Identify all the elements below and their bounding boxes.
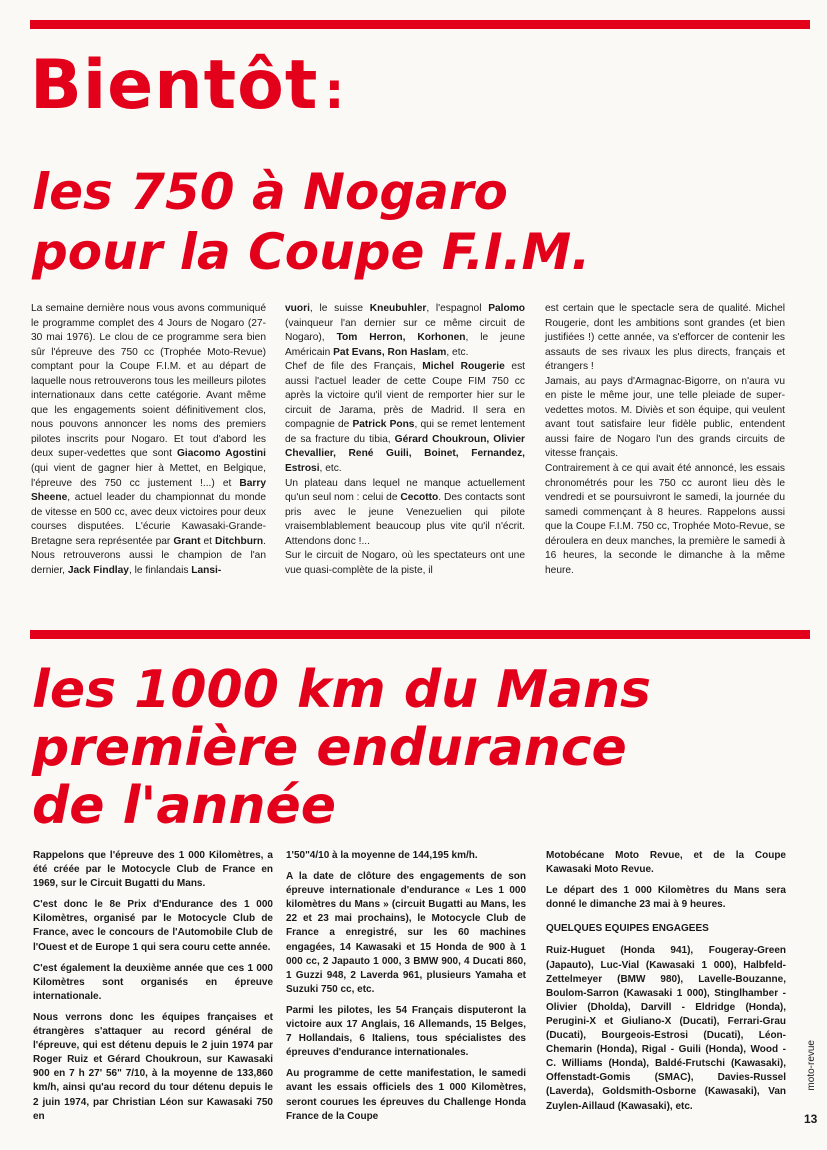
headline-mans-line1: les 1000 km du Mans bbox=[32, 660, 651, 720]
text-run: est aussi l'actuel leader de cette Coupe FIM 750 cc après la victoire qu'il vient de remporter hier sur le circuit de Jarama, près de Madrid. Il sera en compagnie de bbox=[285, 361, 525, 431]
text-run: , le finlandais bbox=[128, 564, 192, 576]
bold-name: Pat Evans, Ron Haslam bbox=[333, 346, 447, 358]
article-mans-col1 bbox=[33, 849, 273, 1131]
paragraph: Nous verrons donc les équipes françaises et étrangères s'attaquer au record général de l'épreuve, qui est détenu depuis le 2 juin 1974 par Roger Ruiz et Gérard Choukroun, sur Kawasaki 900 en 7 h 27' 56" 7/10, à la moyenne de 133,860 km/h, ainsi qu'au record du tour détenu depuis le 2 juin 1974, par Christian Léon sur Kawasaki 750 en bbox=[33, 1011, 273, 1122]
paragraph: A la date de clôture des engagements de son épreuve internationale d'endurance « Les 1 000 kilomètres du Mans » (circuit Bugatti au Mans, les 22 et 23 mai prochains), le Motocycle Club de France a enregistré, sur les 60 machines engagées, 14 Kawasaki et 15 Honda de 900 à 1 000 cc, 2 Japauto 1 000, 3 BMW 900, 4 Ducati 860, 1 Guzzi 948, 2 Laverda 961, plusieurs Yamaha et Suzuki 750 cc, etc. bbox=[286, 871, 526, 995]
bold-name: Kneubuhler bbox=[369, 303, 427, 314]
article-nogaro-col1 bbox=[31, 302, 266, 578]
paragraph: Au programme de cette manifestation, le samedi avant les essais officiels des 1 000 Kilomètres, seront courues les épreuves du Challenge Honda France de la Coupe bbox=[286, 1068, 526, 1122]
bold-name: Gérard Choukroun, Olivier Chevallier, René Guili, Boinet, Fernandez, Estrosi bbox=[285, 433, 525, 475]
text-run: La semaine dernière nous vous avons communiqué le programme complet des 4 Jours de Nogaro (27-30 mai 1976). Le clou de ce programme sera bien sûr l'épreuve des 750 cc (Trophée Moto-Revue) comptant pour la Coupe F.I.M. et au départ de laquelle nous retrouverons tous les meilleurs pilotes internationaux dans cette catégorie. Avant même que les engagements soient définitivement clos, nous pouvons annoncer les noms des premiers pilotes inscrits pour Nogaro. Et tout d'abord les deux super-vedettes que sont bbox=[31, 303, 266, 460]
text-run: , actuel leader du championnat du monde de vitesse en 500 cc, avec deux victoires pour deux courses disputées. L'écurie Kawasaki-Grande-Bretagne sera représentée par bbox=[31, 492, 266, 547]
bold-name: vuori bbox=[285, 303, 310, 314]
page-number: 13 bbox=[804, 1112, 818, 1126]
paragraph: Parmi les pilotes, les 54 Français disputeront la victoire aux 17 Anglais, 16 Allemands, 15 Belges, 7 Hollandais, 6 Italiens, tous spécialistes des épreuves d'endurance internationales. bbox=[286, 1004, 526, 1059]
top-red-rule bbox=[30, 20, 810, 29]
page-title-text: Bientôt bbox=[30, 46, 319, 125]
paragraph: C'est donc le 8e Prix d'Endurance des 1 000 Kilomètres, organisé par le Motocycle Club de France, avec le concours de l'Automobile Club de l'Ouest et de Europe 1 qui sera couru cette année. bbox=[33, 899, 273, 953]
text-run: Contrairement à ce qui avait été annoncé, les essais chronométrés pour les 750 cc auront lieu dès le vendredi et se poursuivront le samedi, la journée du samedi commençant à 8 heures. Rappelons aussi que la Coupe F.I.M. 750 cc, Trophée Moto-Revue, se déroulera en deux manches, la première le samedi à 16 heures, la seconde le dimanche à la même heure. bbox=[545, 463, 785, 576]
paragraph: C'est également la deuxième année que ces 1 000 Kilomètres sont organisés en épreuve internationale. bbox=[33, 962, 273, 1002]
bold-name: Ditchburn bbox=[215, 535, 264, 547]
bold-name: Michel Rougerie bbox=[422, 361, 505, 373]
text-run: (vainqueur l'an dernier sur ce même circuit de Nogaro), bbox=[285, 317, 525, 344]
text-run: Un plateau dans lequel ne manque actuellement qu'un seul nom : celui de bbox=[285, 477, 525, 504]
text-run: , etc. bbox=[446, 346, 469, 358]
article-nogaro-col3 bbox=[545, 302, 785, 578]
bold-name: Cecotto bbox=[400, 492, 439, 504]
bold-name: Jack Findlay bbox=[67, 564, 129, 576]
magazine-side-label: moto-revue bbox=[806, 1040, 817, 1091]
article-mans-col2 bbox=[286, 849, 526, 1131]
page-title-colon: : bbox=[324, 62, 346, 120]
page-title bbox=[30, 46, 345, 131]
text-run: . Des contacts sont pris avec le jeune Venezuelien qui pilote vraisemblablement beaucoup plus vite qu'il n'écrit. Attendons donc !... bbox=[285, 492, 525, 547]
bold-name: Palomo bbox=[488, 303, 525, 314]
bold-name: Lansi- bbox=[191, 564, 222, 576]
bold-name: Grant bbox=[173, 535, 201, 547]
text-run: , l'espagnol bbox=[426, 303, 489, 314]
headline-nogaro-line2: pour la Coupe F.I.M. bbox=[32, 223, 591, 281]
text-run: Sur le circuit de Nogaro, où les spectateurs ont une vue quasi-complète de la piste, il bbox=[285, 550, 525, 576]
article-mans-col3 bbox=[546, 849, 786, 1121]
bold-name: Giacomo Agostini bbox=[176, 448, 266, 460]
text-run: Jamais, au pays d'Armagnac-Bigorre, on n'aura vu en piste le même jour, une telle pleiade de super-vedettes motos. M. Diviès et son équipe, qui veulent avant tout satisfaire leur fidèle public, entendent aussi faire de Nogaro l'un des grands circuits de vitesse français. bbox=[545, 375, 785, 460]
text-run: , le suisse bbox=[309, 303, 370, 314]
text-run: (qui vient de gagner hier à Mettet, en Belgique, l'épreuve des 750 cc justement !...) et bbox=[31, 463, 266, 489]
text-run: . Nous retrouverons aussi le champion de l'an dernier, bbox=[31, 535, 266, 576]
text-run: , etc. bbox=[319, 463, 342, 475]
bold-name: Tom Herron, Korhonen bbox=[336, 332, 466, 344]
article-nogaro-col2 bbox=[285, 302, 525, 578]
text-run: Chef de file des Français, bbox=[285, 361, 423, 373]
teams-list: Ruiz-Huguet (Honda 941), Fougeray-Green (Japauto), Luc-Vial (Kawasaki 1 000), Halbfeld-Zettelmeyer (BMW 980), Lavelle-Bouzanne, Boulom-Sarron (Kawasaki 1 000), Stinglhamber - Olivier (Dholda), Darvill - Eldridge (Honda), Perugini-X et Giuliano-X (Ducati), Ferrari-Grau (Ducati), Bourgeois-Estrosi (Ducati), Léon-Chemarin (Honda), Rigal - Guili (Honda), Wood - C. Williams (Honda), Baldé-Frutschi (Kawasaki), Offenstadt-Gomis (SMAC), Davies-Russel (Laverda), Goldsmith-Osborne (Kawasaki), Van Zuylen-Aillaud (Kawasaki), etc. bbox=[546, 945, 786, 1112]
teams-heading: QUELQUES EQUIPES ENGAGEES bbox=[546, 923, 709, 935]
text-run: et bbox=[200, 535, 216, 547]
paragraph: Le départ des 1 000 Kilomètres du Mans sera donné le dimanche 23 mai à 9 heures. bbox=[546, 885, 786, 911]
text-run: , le jeune Américain bbox=[285, 332, 526, 358]
text-run: est certain que le spectacle sera de qualité. Michel Rougerie, dont les ambitions sont grandes (et bien justifiées !) cette année, va s'efforcer de contenir les assauts de ses rivaux les plus directs, français et étrangers ! bbox=[545, 303, 785, 373]
paragraph: Motobécane Moto Revue, et de la Coupe Kawasaki Moto Revue. bbox=[546, 850, 786, 876]
paragraph: 1'50"4/10 à la moyenne de 144,195 km/h. bbox=[286, 850, 478, 861]
middle-red-rule bbox=[30, 630, 810, 639]
headline-mans-line2: première endurance bbox=[32, 718, 627, 778]
bold-name: Barry Sheene bbox=[31, 477, 266, 504]
headline-nogaro-line1: les 750 à Nogaro bbox=[32, 163, 508, 221]
text-run: , qui se remet lentement de sa fracture du tibia, bbox=[285, 419, 525, 445]
headline-mans-line3: de l'année bbox=[32, 776, 337, 836]
paragraph: Rappelons que l'épreuve des 1 000 Kilomètres, a été créée par le Motocycle Club de France en 1969, sur le Circuit Bugatti du Mans. bbox=[33, 850, 273, 890]
bold-name: Patrick Pons bbox=[352, 419, 415, 431]
